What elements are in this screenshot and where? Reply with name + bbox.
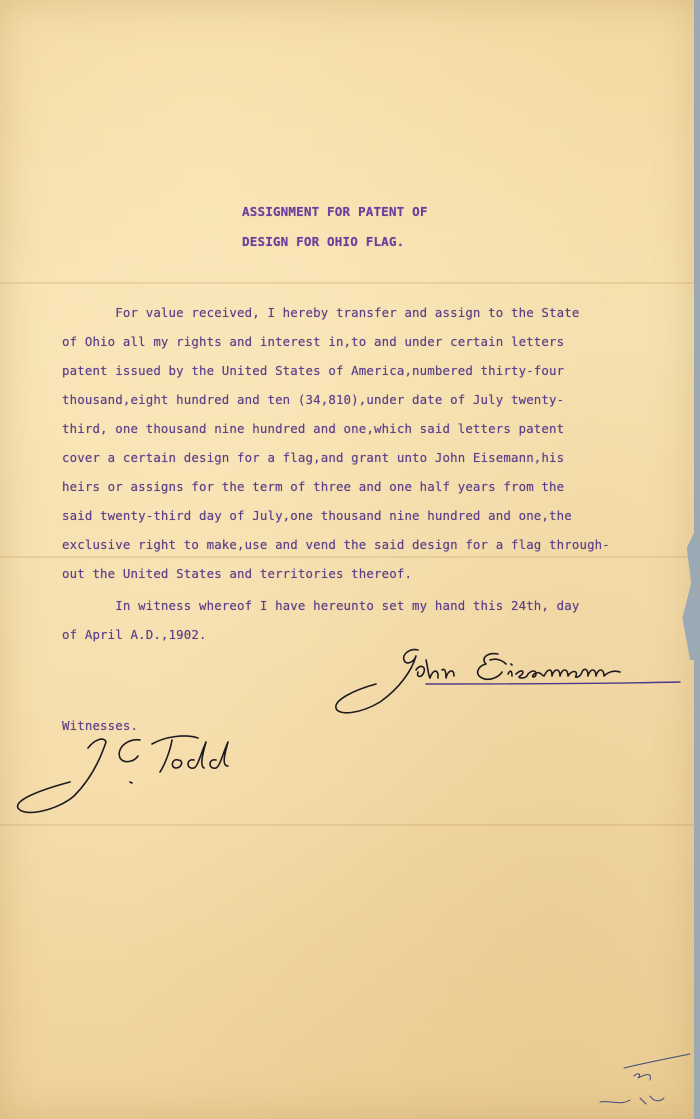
body-line: heirs or assigns for the term of three and one half years from the	[62, 479, 565, 494]
body-line: exclusive right to make,use and vend the said design for a flag through-	[62, 537, 610, 552]
body-line: out the United States and territories thereof.	[62, 566, 413, 581]
body-line: cover a certain design for a flag,and grant unto John Eisemann,his	[62, 450, 565, 465]
john-eisemann-signature	[330, 640, 690, 720]
paper-fold	[0, 282, 694, 284]
paper-tear	[678, 520, 694, 660]
body-line: thousand,eight hundred and ten (34,810),under date of July twenty-	[62, 392, 565, 407]
margin-pencil-marks	[590, 1050, 694, 1114]
body-line: patent issued by the United States of America,numbered thirty-four	[62, 363, 565, 378]
witnesses-label: Witnesses.	[62, 718, 139, 733]
body-line: third, one thousand nine hundred and one,which said letters patent	[62, 421, 565, 436]
document-title-line-1: ASSIGNMENT FOR PATENT OF	[242, 204, 428, 219]
paper-fold	[0, 556, 694, 558]
body-line: of Ohio all my rights and interest in,to and under certain letters	[62, 334, 565, 349]
body-line: said twenty-third day of July,one thousand nine hundred and one,the	[62, 508, 572, 523]
witness-statement-line-1: In witness whereof I have hereunto set my hand this 24th, day	[62, 598, 580, 613]
witness-signature-todd	[10, 726, 240, 826]
body-line: For value received, I hereby transfer and assign to the State	[62, 305, 580, 320]
document-title-line-2: DESIGN FOR OHIO FLAG.	[242, 234, 405, 249]
witness-statement-line-2: of April A.D.,1902.	[62, 627, 207, 642]
